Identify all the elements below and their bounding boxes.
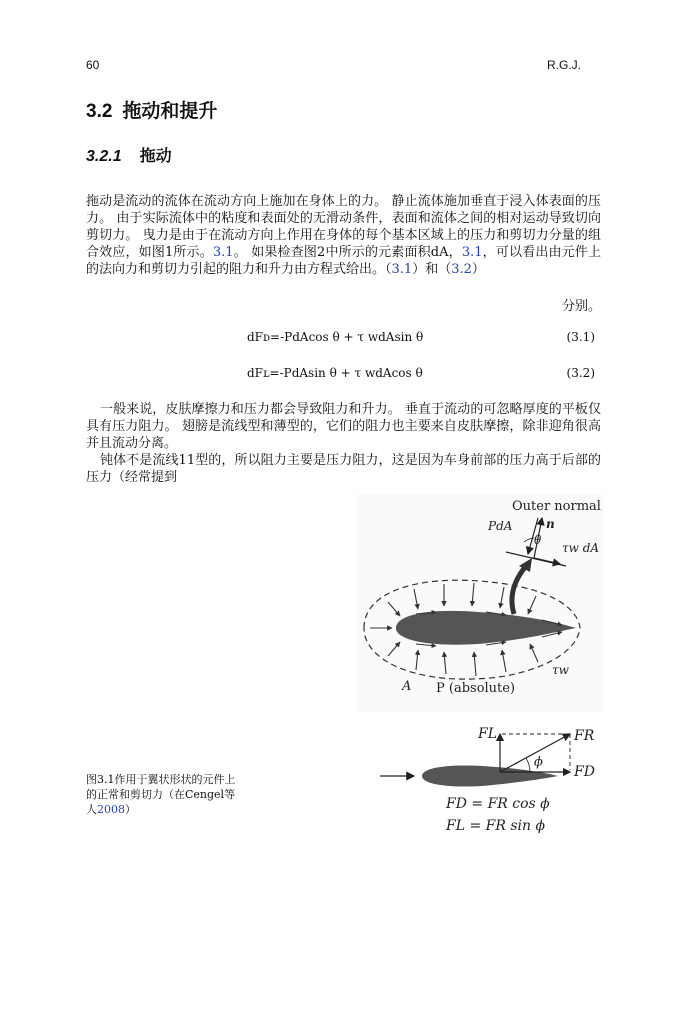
resultant-label: FR	[574, 728, 595, 744]
lift-label: FL	[478, 726, 498, 742]
equation-number: (3.2)	[566, 366, 595, 380]
equation-expression: dFʟ=-PdAsin θ + τ wdAcos θ	[247, 366, 423, 380]
paragraph-end-text: 分别。	[561, 299, 601, 314]
figure-reference-link[interactable]: 3.1	[212, 245, 234, 260]
force-resolution-figure	[380, 722, 604, 840]
equation-expression: dFᴅ=-PdAcos θ + τ wdAsin θ	[247, 330, 424, 344]
subsection-title: 拖动	[139, 148, 172, 165]
figure-reference-link[interactable]: 3.1	[461, 245, 483, 260]
caption-text: ）	[125, 803, 136, 816]
equation-reference-link[interactable]: 3.1	[391, 262, 413, 277]
drag-equation: FD = FR cos ϕ	[446, 796, 550, 812]
wall-shear-label: τw	[552, 663, 569, 677]
subsection-number: 3.2.1	[86, 148, 122, 165]
caption-text: 图3.1作用于翼状形状的元件上的正常和剪切力（在Cengel等人	[86, 773, 236, 816]
section-number: 3.2	[86, 101, 113, 122]
paragraph-blunt-body: 钝体不是流线11型的，所以阻力主要是压力阻力，这是因为车身前部的压力高于后部的压力（经常提到	[86, 453, 601, 485]
pressure-absolute-label: P (absolute)	[436, 681, 516, 696]
phi-label: ϕ	[534, 755, 543, 770]
section-heading	[86, 96, 217, 123]
paragraph-text: ）和（	[412, 262, 452, 277]
pda-label: PdA	[488, 519, 513, 533]
paragraph-drag-definition	[86, 193, 601, 278]
drag-label: FD	[574, 764, 595, 780]
paragraph-text: 拖动是流动的流体在流动方向上施加在身体上的力。 静止流体施加垂直于浸入体表面的压力。 由于实际流体中的粘度和表面处的无滑动条件，表面和流体之间的相对运动导致切向剪切力。 曳力是由于在流动方向上作用在身体的每个基本区域上的压力和剪切力分量的组合效应，如图1所示。	[86, 194, 601, 260]
paragraph-friction-pressure: 一般来说，皮肤摩擦力和压力都会导致阻力和升力。 垂直于流动的可忽略厚度的平板仅具有压力阻力。 翅膀是流线型和薄型的，它们的阻力也主要来自皮肤摩擦，除非迎角很高并且流动分离。	[86, 402, 601, 451]
outer-normal-label: Outer normal	[512, 499, 601, 514]
section-title: 拖动和提升	[122, 101, 218, 122]
page-number: 60	[86, 58, 100, 72]
paragraph-text: ）	[471, 262, 485, 277]
paragraph-text: ，可以看出由元件上的法向力和剪切力引起的阻力和升力由方程式给出。（	[86, 245, 601, 277]
paragraph-text: 。 如果检查图2中所示的元素面积dA，	[233, 245, 462, 260]
figure-caption	[86, 772, 246, 817]
theta-label: θ	[534, 533, 542, 547]
subsection-heading	[86, 143, 172, 166]
phi-arc	[526, 758, 530, 772]
point-a-label: A	[402, 679, 412, 694]
equation-number: (3.1)	[566, 330, 595, 344]
equation-reference-link[interactable]: 3.2	[451, 262, 472, 277]
citation-year-link[interactable]: 2008	[97, 803, 125, 816]
shear-force-label: τw dA	[562, 541, 600, 555]
lift-equation: FL = FR sin ϕ	[446, 818, 546, 834]
airfoil-pressure-shear-figure	[356, 494, 604, 712]
normal-vector-label: n	[546, 517, 555, 531]
running-header-author: R.G.J.	[546, 58, 581, 72]
